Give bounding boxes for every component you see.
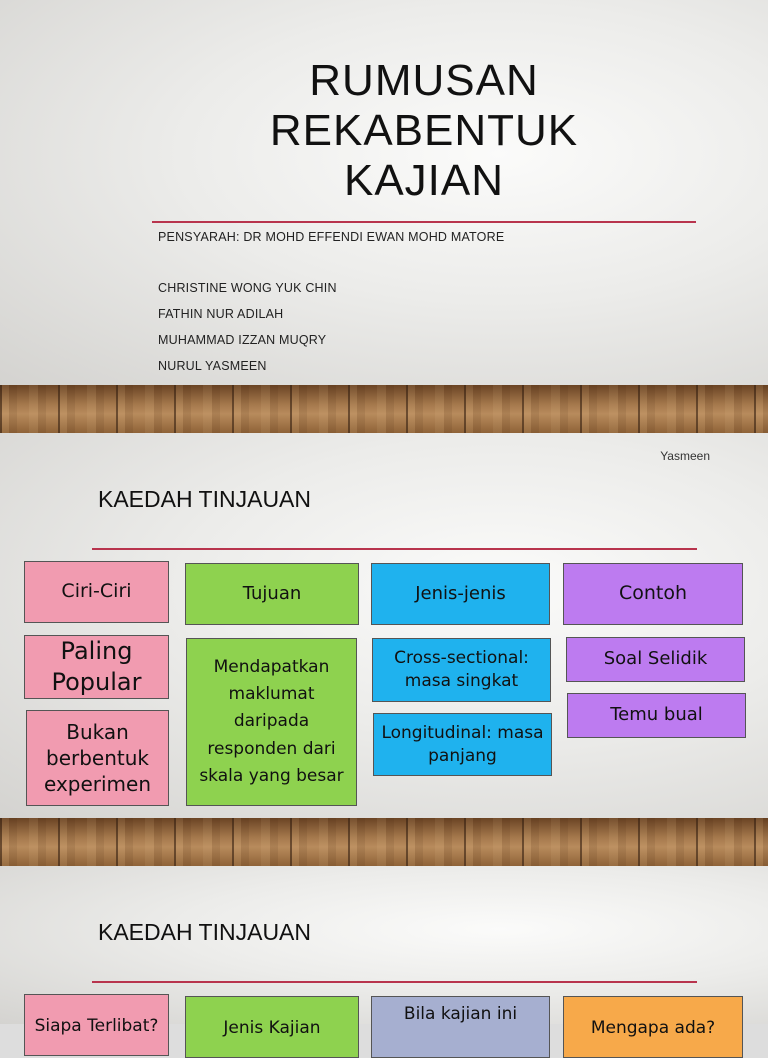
type-box-cross-sectional: Cross-sectional: masa singkat — [372, 638, 551, 702]
title-line-1: RUMUSAN REKABENTUK — [269, 56, 579, 155]
slide-title — [150, 56, 698, 206]
header-box-tujuan: Tujuan — [185, 563, 359, 625]
title-line-2: KAJIAN — [343, 156, 505, 205]
header-box-when: Bila kajian ini — [371, 996, 550, 1058]
header-box-why: Mengapa ada? — [563, 996, 743, 1058]
header-box-ciri: Ciri-Ciri — [24, 561, 169, 623]
type-box-longitudinal: Longitudinal: masa panjang — [373, 713, 552, 776]
title-divider — [152, 221, 696, 223]
slide-author: Yasmeen — [660, 449, 710, 463]
lecturer-name: PENSYARAH: DR MOHD EFFENDI EWAN MOHD MATORE — [158, 230, 505, 244]
example-box-interview: Temu bual — [567, 693, 746, 738]
member-name: NURUL YASMEEN — [158, 359, 267, 373]
wood-floor-strip — [0, 385, 768, 433]
feature-box-popular: Paling Popular — [24, 635, 169, 699]
title-slide — [0, 0, 768, 385]
purpose-box: Mendapatkan maklumat daripada responden dari skala yang besar — [186, 638, 357, 806]
header-box-jenis: Jenis-jenis — [371, 563, 550, 625]
member-name: MUHAMMAD IZZAN MUQRY — [158, 333, 327, 347]
member-name: FATHIN NUR ADILAH — [158, 307, 284, 321]
heading-divider — [92, 981, 697, 983]
header-box-study-type: Jenis Kajian — [185, 996, 359, 1058]
header-box-who: Siapa Terlibat? — [24, 994, 169, 1056]
example-box-questionnaire: Soal Selidik — [566, 637, 745, 682]
feature-box-not-experiment: Bukan berbentuk experimen — [26, 710, 169, 806]
member-name: CHRISTINE WONG YUK CHIN — [158, 281, 337, 295]
header-box-contoh: Contoh — [563, 563, 743, 625]
survey-method-slide — [0, 433, 768, 818]
heading-divider — [92, 548, 697, 550]
slide-heading: KAEDAH TINJAUAN — [98, 919, 312, 945]
slide-heading: KAEDAH TINJAUAN — [98, 486, 312, 512]
survey-method-slide-2 — [0, 866, 768, 1038]
wood-floor-strip — [0, 818, 768, 866]
